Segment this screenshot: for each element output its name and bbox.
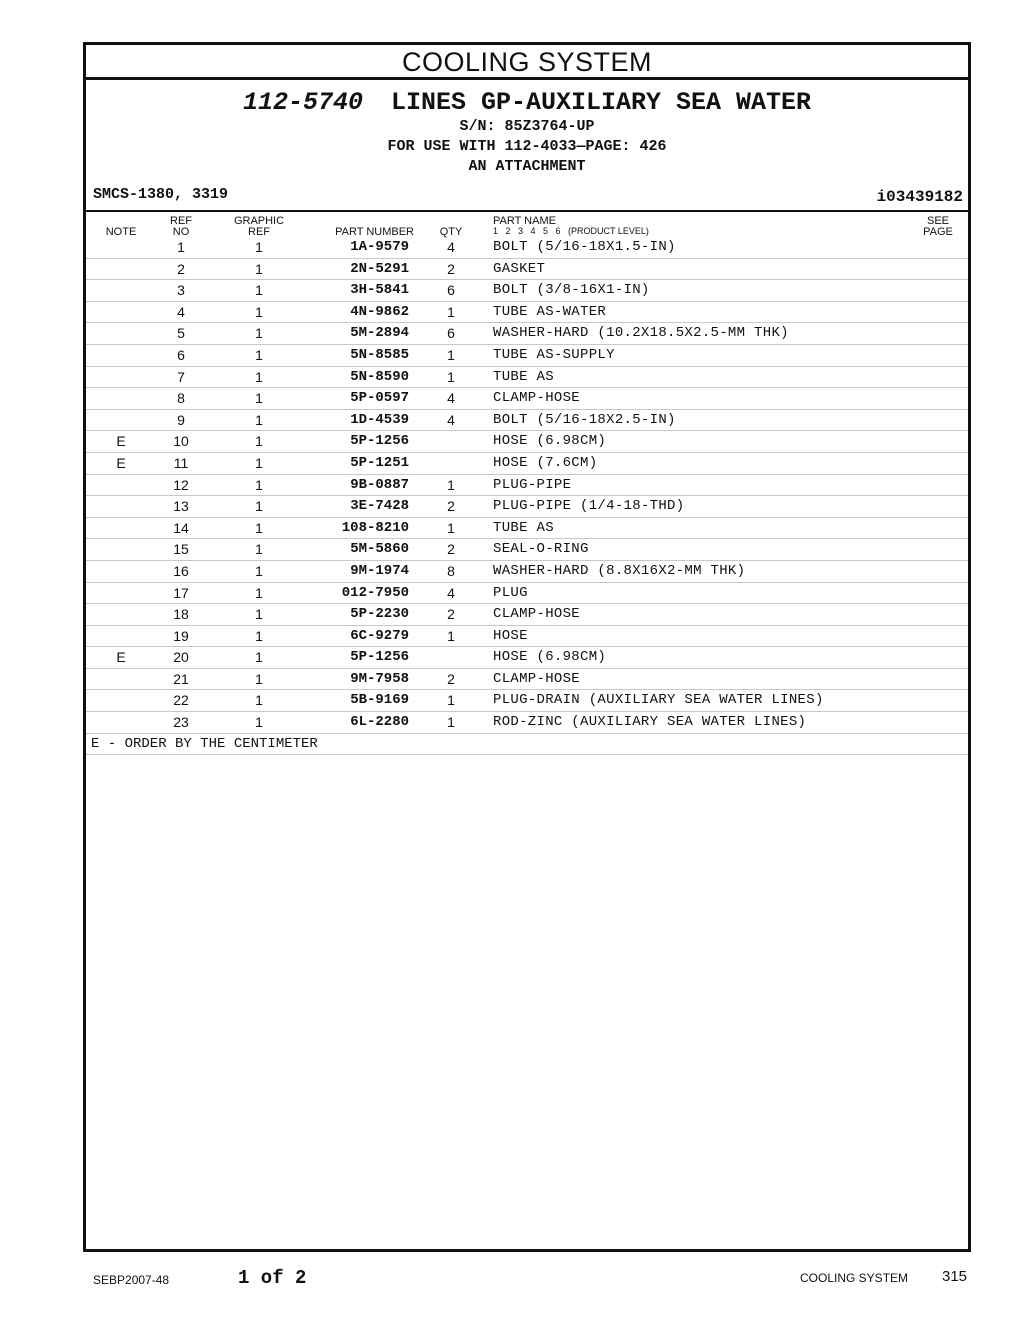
row-note: E: [116, 433, 126, 450]
table-row: [86, 323, 968, 345]
row-part-number: 6C-9279: [350, 627, 409, 644]
row-graphic: 1: [255, 476, 263, 493]
table-row: [86, 518, 968, 540]
col-see-top: SEE: [926, 215, 949, 227]
row-part-number: 5P-0597: [350, 390, 409, 407]
row-graphic: 1: [255, 519, 263, 536]
row-ref: 20: [173, 649, 189, 666]
row-part-number: 2N-5291: [350, 260, 409, 277]
table-row: [86, 712, 968, 734]
row-part-name: HOSE (7.6CM): [493, 454, 598, 471]
table-row: [86, 345, 968, 367]
col-see-bottom: PAGE: [923, 226, 953, 238]
group-header: [86, 89, 968, 177]
row-graphic: 1: [255, 562, 263, 579]
table-row: [86, 237, 968, 259]
col-part-name: PART NAME: [493, 215, 556, 227]
row-part-number: 5M-2894: [350, 325, 409, 342]
col-product-level: 1 2 3 4 5 6 (PRODUCT LEVEL): [493, 226, 649, 236]
row-ref: 21: [173, 670, 189, 687]
row-qty: 2: [447, 606, 455, 623]
table-row: [86, 647, 968, 669]
row-qty: 6: [447, 325, 455, 342]
row-part-number: 1A-9579: [350, 239, 409, 255]
group-name: LINES GP-AUXILIARY SEA WATER: [390, 88, 812, 117]
row-graphic: 1: [255, 541, 263, 558]
footnote-row: [86, 734, 968, 755]
col-qty: QTY: [439, 226, 463, 238]
row-graphic: 1: [255, 303, 263, 320]
row-part-number: 9B-0887: [350, 476, 409, 493]
row-part-name: PLUG: [493, 584, 528, 601]
row-part-number: 3H-5841: [350, 282, 409, 299]
row-part-number: 1D-4539: [350, 411, 409, 428]
row-part-number: 108-8210: [341, 519, 409, 536]
row-qty: 2: [447, 498, 455, 515]
col-note: NOTE: [105, 226, 137, 238]
row-ref: 13: [173, 498, 189, 515]
row-graphic: 1: [255, 584, 263, 601]
table-row: [86, 431, 968, 453]
row-graphic: 1: [255, 260, 263, 277]
row-part-number: 5P-2230: [350, 606, 409, 623]
row-part-number: 9M-1974: [350, 562, 409, 579]
row-graphic: 1: [255, 239, 263, 255]
row-ref: 15: [173, 541, 189, 558]
row-part-number: 012-7950: [341, 584, 409, 601]
row-part-number: 5N-8590: [350, 368, 409, 385]
row-graphic: 1: [255, 325, 263, 342]
row-qty: 1: [447, 346, 455, 363]
row-ref: 19: [173, 627, 189, 644]
row-graphic: 1: [255, 454, 263, 471]
row-part-number: 5P-1251: [350, 454, 409, 471]
row-ref: 4: [177, 303, 185, 320]
row-qty: 6: [447, 282, 455, 299]
row-qty: 1: [447, 627, 455, 644]
page-of-pages: 1 of 2: [238, 1267, 307, 1289]
row-part-number: 5M-5860: [350, 541, 409, 558]
row-qty: 4: [447, 584, 455, 601]
col-ref-top: REF: [170, 215, 192, 227]
row-part-name: GASKET: [493, 260, 546, 277]
row-ref: 7: [177, 368, 185, 385]
row-part-name: HOSE (6.98CM): [493, 433, 607, 450]
row-part-number: 4N-9862: [350, 303, 409, 320]
for-use-with: FOR USE WITH 112-4033—PAGE: 426: [387, 138, 667, 155]
attachment-note: AN ATTACHMENT: [468, 158, 586, 175]
row-graphic: 1: [255, 692, 263, 709]
row-qty: 1: [447, 368, 455, 385]
table-row: [86, 604, 968, 626]
row-part-name: HOSE: [493, 627, 528, 644]
row-part-name: WASHER-HARD (8.8X16X2-MM THK): [493, 562, 746, 579]
table-row: [86, 302, 968, 324]
row-qty: 2: [447, 260, 455, 277]
parts-list: [86, 237, 968, 755]
row-graphic: 1: [255, 498, 263, 515]
row-ref: 22: [173, 692, 189, 709]
row-part-name: PLUG-PIPE: [493, 476, 572, 493]
row-qty: 2: [447, 670, 455, 687]
row-qty: 1: [447, 714, 455, 731]
table-row: [86, 367, 968, 389]
row-graphic: 1: [255, 433, 263, 450]
table-row: [86, 259, 968, 281]
row-part-name: HOSE (6.98CM): [493, 649, 607, 666]
row-graphic: 1: [255, 627, 263, 644]
row-graphic: 1: [255, 390, 263, 407]
parts-page-frame: [83, 42, 971, 1252]
row-qty: 1: [447, 519, 455, 536]
row-qty: 4: [447, 411, 455, 428]
row-part-name: BOLT (5/16-18X2.5-IN): [493, 411, 676, 428]
row-part-name: TUBE AS: [493, 368, 554, 385]
col-graphic-bottom: REF: [248, 226, 270, 238]
row-part-number: 6L-2280: [350, 714, 409, 731]
row-graphic: 1: [255, 346, 263, 363]
table-row: [86, 475, 968, 497]
col-graphic-top: GRAPHIC: [233, 215, 285, 227]
table-row: [86, 583, 968, 605]
group-number: 112-5740: [242, 88, 363, 117]
row-part-name: PLUG-DRAIN (AUXILIARY SEA WATER LINES): [493, 692, 824, 709]
row-part-number: 3E-7428: [350, 498, 409, 515]
row-ref: 8: [177, 390, 185, 407]
row-part-name: CLAMP-HOSE: [493, 390, 581, 407]
table-row: [86, 690, 968, 712]
row-qty: 1: [447, 692, 455, 709]
table-row: [86, 388, 968, 410]
row-note: E: [116, 454, 126, 471]
table-row: [86, 280, 968, 302]
row-part-name: CLAMP-HOSE: [493, 606, 581, 623]
row-ref: 1: [177, 239, 185, 255]
row-part-name: PLUG-PIPE (1/4-18-THD): [493, 498, 685, 515]
table-row: [86, 669, 968, 691]
footnote-text: E - ORDER BY THE CENTIMETER: [91, 735, 318, 752]
row-ref: 2: [177, 260, 185, 277]
row-part-name: WASHER-HARD (10.2X18.5X2.5-MM THK): [493, 325, 789, 342]
table-row: [86, 496, 968, 518]
col-part-number: PART NUMBER: [335, 226, 414, 238]
footer-section: COOLING SYSTEM: [800, 1271, 909, 1285]
row-ref: 18: [173, 606, 189, 623]
row-ref: 16: [173, 562, 189, 579]
table-row: [86, 539, 968, 561]
row-part-number: 5N-8585: [350, 346, 409, 363]
serial-range: S/N: 85Z3764-UP: [459, 118, 595, 135]
group-title-line: [86, 89, 968, 117]
row-qty: 4: [447, 239, 455, 255]
row-graphic: 1: [255, 368, 263, 385]
row-part-name: TUBE AS-WATER: [493, 303, 607, 320]
table-row: [86, 410, 968, 432]
row-graphic: 1: [255, 606, 263, 623]
row-graphic: 1: [255, 649, 263, 666]
row-ref: 5: [177, 325, 185, 342]
row-ref: 6: [177, 346, 185, 363]
col-ref-bottom: NO: [172, 226, 190, 238]
row-qty: 2: [447, 541, 455, 558]
row-graphic: 1: [255, 411, 263, 428]
table-row: [86, 453, 968, 475]
row-qty: 1: [447, 476, 455, 493]
row-qty: 1: [447, 303, 455, 320]
row-part-name: BOLT (5/16-18X1.5-IN): [493, 239, 676, 255]
row-ref: 17: [173, 584, 189, 601]
row-graphic: 1: [255, 670, 263, 687]
table-row: [86, 626, 968, 648]
row-ref: 11: [173, 454, 189, 471]
row-part-number: 9M-7958: [350, 670, 409, 687]
header-divider: [86, 210, 968, 212]
row-qty: 8: [447, 562, 455, 579]
row-part-number: 5B-9169: [350, 692, 409, 709]
row-graphic: 1: [255, 282, 263, 299]
row-ref: 9: [177, 411, 185, 428]
document-id: SEBP2007-48: [93, 1273, 170, 1287]
section-title: COOLING SYSTEM: [86, 45, 968, 80]
row-part-name: BOLT (3/8-16X1-IN): [493, 282, 650, 299]
row-ref: 12: [173, 476, 189, 493]
row-part-name: ROD-ZINC (AUXILIARY SEA WATER LINES): [493, 714, 807, 731]
row-ref: 14: [173, 519, 189, 536]
row-ref: 3: [177, 282, 185, 299]
row-qty: 4: [447, 390, 455, 407]
row-note: E: [116, 649, 126, 666]
row-ref: 23: [173, 714, 189, 731]
row-ref: 10: [173, 433, 189, 450]
row-part-name: TUBE AS: [493, 519, 554, 536]
row-part-name: CLAMP-HOSE: [493, 670, 581, 687]
row-part-number: 5P-1256: [350, 649, 409, 666]
row-part-name: SEAL-O-RING: [493, 541, 589, 558]
table-row: [86, 561, 968, 583]
page-number: 315: [942, 1268, 968, 1285]
row-part-number: 5P-1256: [350, 433, 409, 450]
row-part-name: TUBE AS-SUPPLY: [493, 346, 615, 363]
row-graphic: 1: [255, 714, 263, 731]
illustration-id: i03439182: [876, 188, 963, 206]
smcs-code: SMCS-1380, 3319: [93, 186, 229, 203]
